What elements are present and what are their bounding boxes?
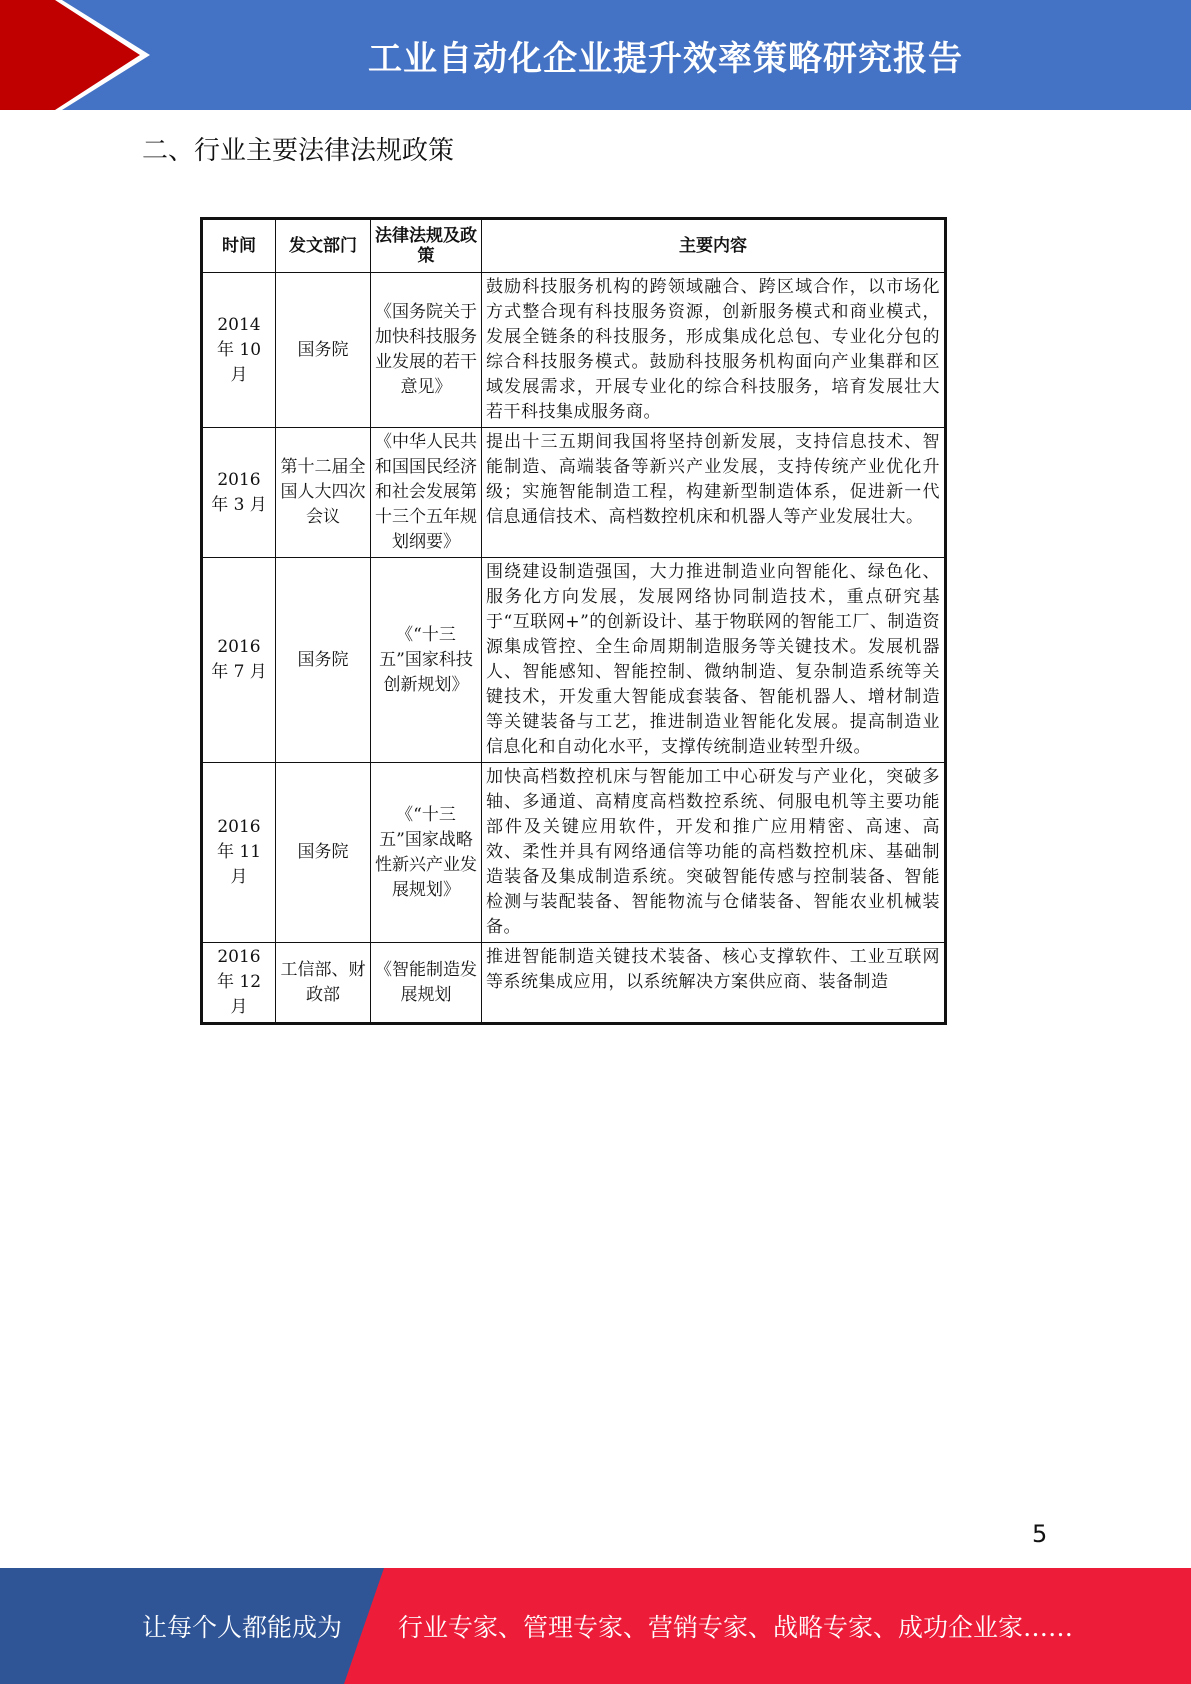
cell-time: 2014 年 10 月 [202, 273, 276, 428]
policy-table [200, 217, 947, 1025]
table-row [202, 273, 946, 428]
cell-content: 提出十三五期间我国将坚持创新发展，支持信息技术、智能制造、高端装备等新兴产业发展，支持传统产业优化升级；实施智能制造工程，构建新型制造体系，促进新一代信息通信技术、高档数控机床和机器人等产业发展壮大。 [482, 428, 946, 558]
cell-time: 2016 年 12 月 [202, 943, 276, 1024]
cell-policy: 《“十三五”国家战略性新兴产业发展规划》 [371, 763, 482, 943]
cell-policy: 《国务院关于加快科技服务业发展的若干意见》 [371, 273, 482, 428]
footer-banner [0, 1568, 1191, 1684]
footer-slogan-left: 让每个人都能成为 [142, 1613, 343, 1642]
cell-department: 国务院 [276, 763, 371, 943]
section-heading: 二、行业主要法律法规政策 [142, 136, 455, 166]
cell-department: 国务院 [276, 558, 371, 763]
header-content: 主要内容 [482, 219, 946, 273]
cell-policy: 《中华人民共和国国民经济和社会发展第十三个五年规划纲要》 [371, 428, 482, 558]
cell-time: 2016 年 11 月 [202, 763, 276, 943]
table-row [202, 558, 946, 763]
cell-department: 工信部、财政部 [276, 943, 371, 1024]
cell-policy: 《智能制造发展规划 [371, 943, 482, 1024]
cell-time: 2016 年 7 月 [202, 558, 276, 763]
cell-content: 围绕建设制造强国，大力推进制造业向智能化、绿色化、服务化方向发展，发展网络协同制造技术，重点研究基于“互联网+”的创新设计、基于物联网的智能工厂、制造资源集成管控、全生命周期制造服务等关键技术。发展机器人、智能感知、智能控制、微纳制造、复杂制造系统等关键技术，开发重大智能成套装备、智能机器人、增材制造等关键装备与工艺，推进制造业智能化发展。提高制造业信息化和自动化水平，支撑传统制造业转型升级。 [482, 558, 946, 763]
table-row [202, 763, 946, 943]
header-time: 时间 [202, 219, 276, 273]
cell-department: 第十二届全国人大四次会议 [276, 428, 371, 558]
footer-slogan-right: 行业专家、管理专家、营销专家、战略专家、成功企业家…… [398, 1613, 1074, 1642]
header-banner [0, 0, 1191, 110]
document-title: 工业自动化企业提升效率策略研究报告 [368, 38, 963, 79]
cell-time: 2016 年 3 月 [202, 428, 276, 558]
cell-content: 加快高档数控机床与智能加工中心研发与产业化，突破多轴、多通道、高精度高档数控系统、伺服电机等主要功能部件及关键应用软件，开发和推广应用精密、高速、高效、柔性并具有网络通信等功能的高档数控机床、基础制造装备及集成制造系统。突破智能传感与控制装备、智能检测与装配装备、智能物流与仓储装备、智能农业机械装备。 [482, 763, 946, 943]
page-number: 5 [1032, 1520, 1048, 1548]
cell-policy: 《“十三五”国家科技创新规划》 [371, 558, 482, 763]
table-row [202, 428, 946, 558]
cell-content: 鼓励科技服务机构的跨领域融合、跨区域合作，以市场化方式整合现有科技服务资源，创新服务模式和商业模式，发展全链条的科技服务，形成集成化总包、专业化分包的综合科技服务模式。鼓励科技服务机构面向产业集群和区域发展需求，开展专业化的综合科技服务，培育发展壮大若干科技集成服务商。 [482, 273, 946, 428]
table-header-row [202, 219, 946, 273]
header-red-chevron [0, 0, 160, 110]
table-row [202, 943, 946, 1024]
header-department: 发文部门 [276, 219, 371, 273]
header-policy: 法律法规及政策 [371, 219, 482, 273]
cell-content: 推进智能制造关键技术装备、核心支撑软件、工业互联网等系统集成应用，以系统解决方案供应商、装备制造 [482, 943, 946, 1024]
cell-department: 国务院 [276, 273, 371, 428]
